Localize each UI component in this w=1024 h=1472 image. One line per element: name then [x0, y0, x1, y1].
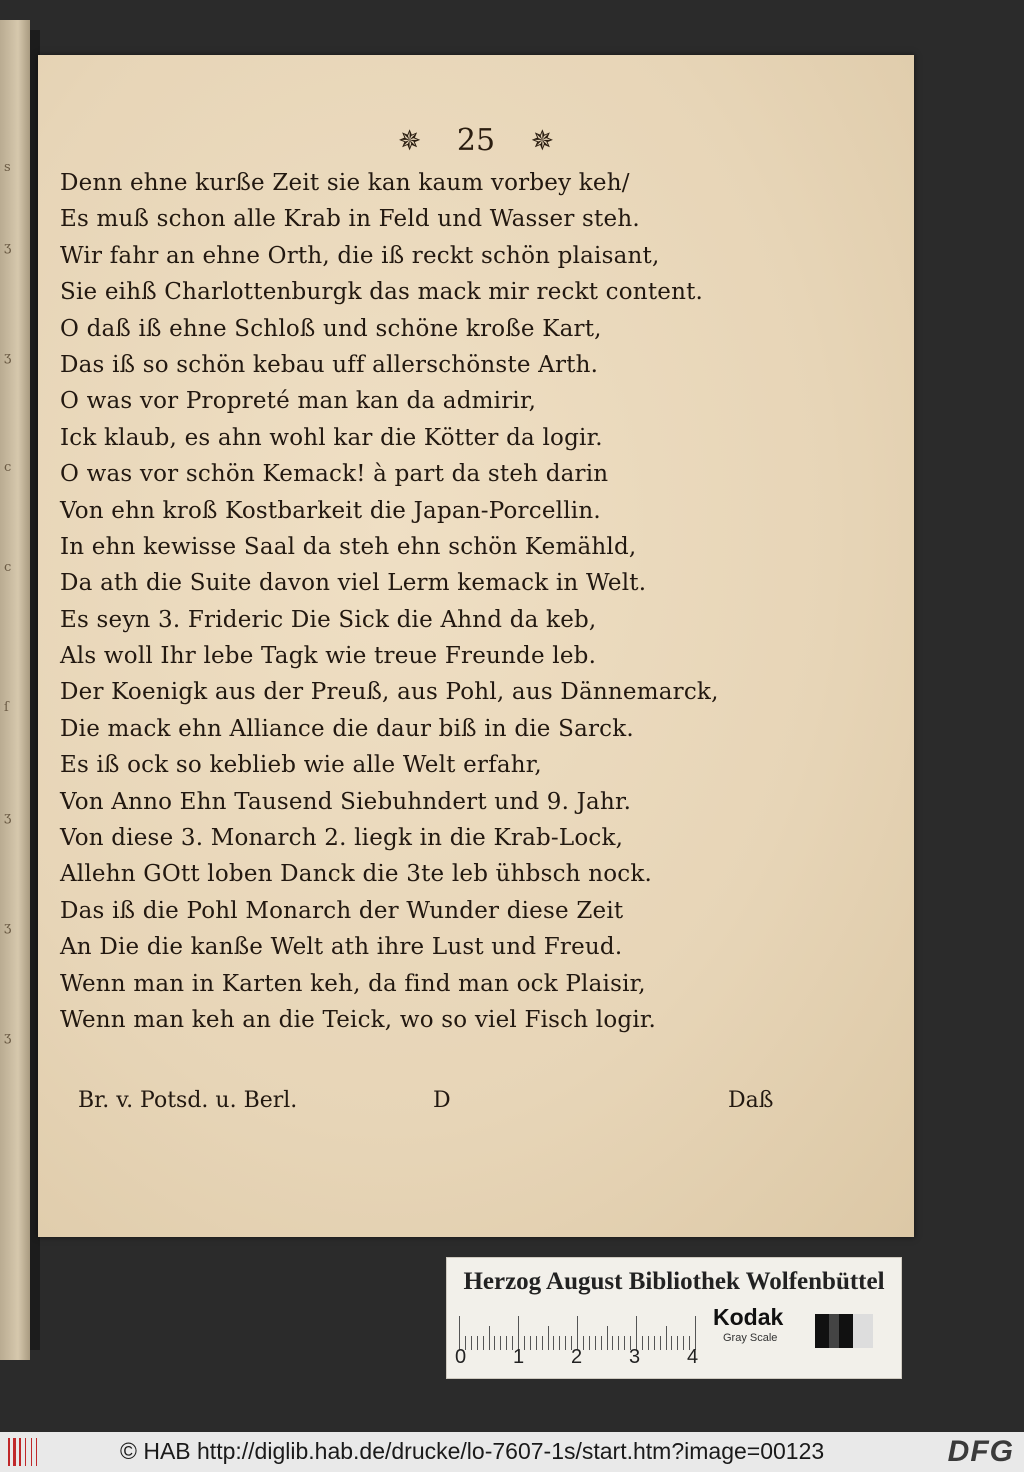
ruler-tick [518, 1316, 519, 1350]
kodak-logo: Kodak [713, 1304, 784, 1330]
edge-mark: c [4, 460, 12, 475]
text-line: Es seyn 3. Frideric Die Sick die Ahnd da keb, [60, 606, 597, 633]
edge-mark: ʒ [4, 920, 12, 935]
library-title: Herzog August Bibliothek Wolfenbüttel [463, 1268, 885, 1295]
ruler-number: 1 [513, 1346, 525, 1368]
ruler-number: 4 [687, 1346, 699, 1368]
ruler-tick [695, 1316, 696, 1350]
edge-mark: ʒ [4, 810, 12, 825]
ruler-numbers [455, 1346, 715, 1370]
ruler-number: 0 [455, 1346, 467, 1368]
adjacent-page-edge [0, 20, 30, 1360]
scale-ruler [459, 1310, 699, 1350]
copyright-link[interactable]: © HAB http://diglib.hab.de/drucke/lo-7607-1s/start.htm?image=00123 [120, 1438, 825, 1464]
page-footer [38, 1088, 914, 1128]
text-line: Denn ehne kurße Zeit sie kan kaum vorbey keh/ [60, 170, 630, 196]
text-line: O was vor Propreté man kan da admirir, [60, 388, 537, 415]
edge-mark: s [4, 160, 11, 175]
text-line: An Die die kanße Welt ath ihre Lust und Freud. [60, 934, 623, 961]
text-line: Sie eihß Charlottenburgk das mack mir reckt content. [60, 279, 704, 306]
ornament-icon: ✵ [530, 124, 555, 157]
text-line: O was vor schön Kemack! à part da steh darin [60, 461, 609, 488]
ornament-icon: ✵ [397, 124, 422, 157]
ruler-tick [459, 1316, 460, 1350]
footer-bar [0, 1432, 1024, 1472]
edge-mark: ʒ [4, 350, 12, 365]
dfg-logo: DFG [947, 1435, 1014, 1468]
grayscale-swatches [815, 1314, 875, 1348]
edge-mark: ʒ [4, 1030, 12, 1045]
text-line: Ick klaub, es ahn wohl kar die Kötter da logir. [60, 424, 603, 451]
text-line: In ehn kewisse Saal da steh ehn schön Kemähld, [60, 533, 637, 560]
poem-text [60, 165, 820, 1038]
text-line: Das iß die Pohl Monarch der Wunder diese Zeit [60, 897, 624, 924]
page-number: 25 [456, 123, 496, 158]
text-line: Als woll Ihr lebe Tagk wie treue Freunde leb. [60, 643, 597, 670]
text-line: Der Koenigk aus der Preuß, aus Pohl, aus Dännemarck, [60, 679, 719, 706]
printer-signature: Br. v. Potsd. u. Berl. [78, 1088, 298, 1113]
barcode-icon [8, 1438, 50, 1466]
text-line: Wir fahr an ehne Orth, die iß reckt schön plaisant, [60, 242, 660, 269]
text-line: Es iß ock so keblieb wie alle Welt erfahr, [60, 752, 542, 779]
ruler-number: 2 [571, 1346, 583, 1368]
edge-mark: ʒ [4, 240, 12, 255]
ruler-tick [577, 1316, 578, 1350]
text-line: Wenn man keh an die Teick, wo so viel Fisch logir. [60, 1006, 657, 1033]
text-line: Von Anno Ehn Tausend Siebuhndert und 9. Jahr. [60, 788, 632, 815]
text-line: Das iß so schön kebau uff allerschönste Arth. [60, 351, 599, 378]
catchword: Daß [728, 1088, 774, 1113]
page-header [38, 123, 914, 158]
text-line: Von ehn kroß Kostbarkeit die Japan-Porcellin. [60, 497, 601, 524]
edge-mark: c [4, 560, 12, 575]
ruler-number: 3 [629, 1346, 641, 1368]
edge-mark: ſ [4, 700, 9, 715]
text-line: Es muß schon alle Krab in Feld und Wasser steh. [60, 206, 640, 233]
text-line: Von diese 3. Monarch 2. liegk in die Krab-Lock, [60, 825, 624, 852]
text-line: Allehn GOtt loben Danck die 3te leb ühbsch nock. [60, 861, 653, 888]
signature-letter: D [433, 1088, 451, 1113]
text-line: O daß iß ehne Schloß und schöne kroße Kart, [60, 315, 602, 342]
book-page [38, 55, 914, 1237]
text-line: Wenn man in Karten keh, da find man ock Plaisir, [60, 970, 646, 997]
text-line: Die mack ehn Alliance die daur biß in die Sarck. [60, 715, 634, 742]
library-label [446, 1257, 902, 1379]
text-line: Da ath die Suite davon viel Lerm kemack in Welt. [60, 570, 647, 597]
ruler-tick [636, 1316, 637, 1350]
grayscale-caption: Gray Scale [723, 1332, 778, 1344]
